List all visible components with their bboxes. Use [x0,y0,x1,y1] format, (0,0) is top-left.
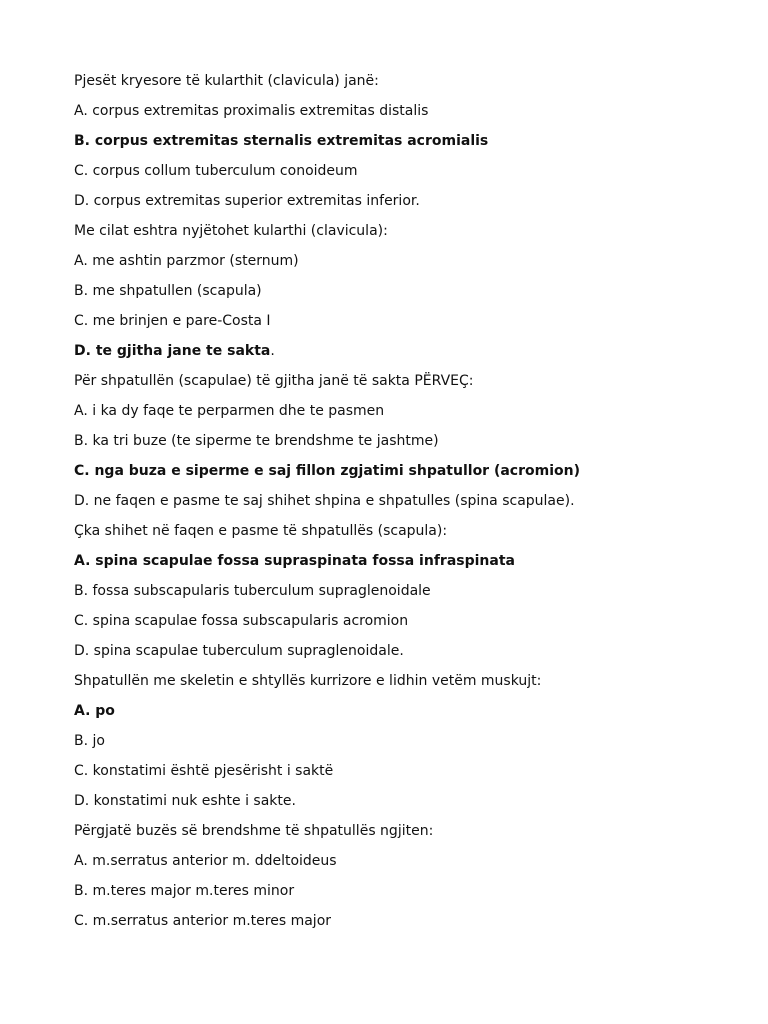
text-line [74,606,754,636]
line-text: B. corpus extremitas sternalis extremitas acromialis [74,133,489,149]
line-text: D. konstatimi nuk eshte i sakte. [74,793,296,809]
line-text: A. m.serratus anterior m. ddeltoideus [74,853,337,869]
text-line [74,486,754,516]
answer-line-correct [74,696,754,726]
text-line [74,366,754,396]
line-text: D. ne faqen e pasme te saj shihet shpina e shpatulles (spina scapulae). [74,493,575,509]
line-text: A. i ka dy faqe te perparmen dhe te pasmen [74,403,385,419]
line-text: Përgjatë buzës së brendshme të shpatullës ngjiten: [74,823,434,839]
line-text: B. jo [74,733,105,749]
answer-line-correct [74,456,754,486]
line-text: A. corpus extremitas proximalis extremitas distalis [74,103,429,119]
text-line [74,906,754,936]
text-line [74,876,754,906]
line-text: A. spina scapulae fossa supraspinata fossa infraspinata [74,553,515,569]
line-text: C. me brinjen e pare-Costa I [74,313,271,329]
line-text: C. nga buza e siperme e saj fillon zgjatimi shpatullor (acromion) [74,463,580,479]
line-text: D. corpus extremitas superior extremitas inferior. [74,193,420,209]
text-line [74,426,754,456]
text-line [74,786,754,816]
text-line [74,156,754,186]
line-text: Çka shihet në faqen e pasme të shpatullës (scapula): [74,523,448,539]
line-text: B. ka tri buze (te siperme te brendshme te jashtme) [74,433,439,449]
answer-line-correct [74,546,754,576]
text-line [74,636,754,666]
line-text: B. m.teres major m.teres minor [74,883,295,899]
line-text: Shpatullën me skeletin e shtyllës kurrizore e lidhin vetëm muskujt: [74,673,542,689]
text-line [74,756,754,786]
text-line [74,516,754,546]
line-text: B. me shpatullen (scapula) [74,283,262,299]
answer-line-correct [74,336,754,366]
line-text: C. spina scapulae fossa subscapularis acromion [74,613,409,629]
line-suffix: . [270,343,275,359]
text-line [74,666,754,696]
text-line [74,216,754,246]
text-line [74,816,754,846]
line-text: C. corpus collum tuberculum conoideum [74,163,358,179]
document-page [74,66,754,936]
answer-line-correct [74,126,754,156]
line-text: Pjesët kryesore të kularthit (clavicula) janë: [74,73,379,89]
text-line [74,66,754,96]
line-text: A. po [74,703,115,719]
text-line [74,96,754,126]
line-text: D. spina scapulae tuberculum supraglenoidale. [74,643,404,659]
text-line [74,306,754,336]
line-text: D. te gjitha jane te sakta [74,343,271,359]
text-line [74,846,754,876]
line-text: B. fossa subscapularis tuberculum supraglenoidale [74,583,431,599]
text-line [74,576,754,606]
line-text: Për shpatullën (scapulae) të gjitha janë të sakta PËRVEÇ: [74,373,474,389]
line-text: C. m.serratus anterior m.teres major [74,913,332,929]
line-text: A. me ashtin parzmor (sternum) [74,253,299,269]
line-text: C. konstatimi është pjesërisht i saktë [74,763,334,779]
text-line [74,396,754,426]
text-line [74,726,754,756]
line-text: Me cilat eshtra nyjëtohet kularthi (clavicula): [74,223,388,239]
text-line [74,276,754,306]
text-line [74,246,754,276]
text-line [74,186,754,216]
